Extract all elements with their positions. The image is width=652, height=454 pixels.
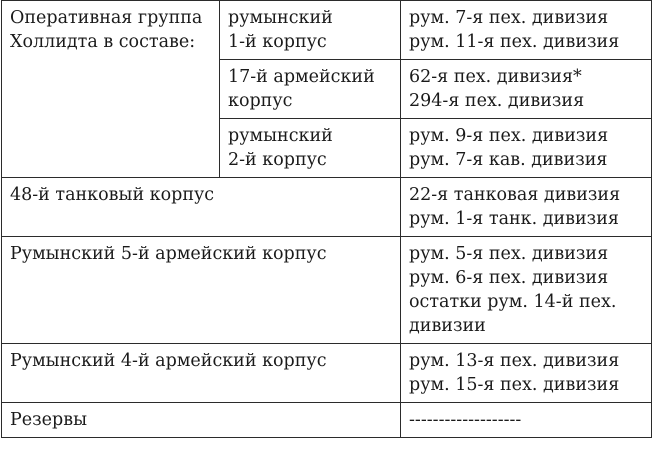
division-entry: рум. 7-я пех. дивизия bbox=[409, 8, 609, 28]
corps-name: корпус bbox=[228, 91, 293, 111]
divisions-cell bbox=[401, 60, 652, 119]
order-of-battle-table bbox=[1, 0, 652, 438]
division-entry: рум. 15-я пех. дивизия bbox=[409, 375, 620, 395]
formation-name: 48-й танковый корпус bbox=[10, 185, 215, 205]
corps-name: 17-й армейский bbox=[228, 67, 375, 87]
corps-name: 1-й корпус bbox=[228, 32, 327, 52]
division-entry: рум. 11-я пех. дивизия bbox=[409, 32, 620, 52]
table-row bbox=[2, 344, 652, 403]
divisions-cell bbox=[401, 344, 652, 403]
corps-cell bbox=[220, 119, 401, 178]
table-row bbox=[2, 178, 652, 237]
formation-cell bbox=[2, 237, 401, 344]
operational-group-label: Оперативная группа bbox=[10, 8, 203, 28]
division-entry: рум. 7-я кав. дивизия bbox=[409, 150, 608, 170]
division-entry: дивизии bbox=[409, 316, 486, 336]
corps-name: румынский bbox=[228, 8, 333, 28]
division-entry: рум. 1-я танк. дивизия bbox=[409, 209, 619, 229]
division-entry: 294-я пех. дивизия bbox=[409, 91, 585, 111]
operational-group-label: Холлидта в составе: bbox=[10, 32, 196, 52]
corps-name: 2-й корпус bbox=[228, 150, 327, 170]
division-entry: ------------------- bbox=[409, 410, 522, 430]
division-entry: рум. 6-я пех. дивизия bbox=[409, 268, 609, 288]
divisions-cell bbox=[401, 237, 652, 344]
division-entry: остатки рум. 14-й пех. bbox=[409, 292, 617, 312]
division-entry: рум. 5-я пех. дивизия bbox=[409, 244, 609, 264]
formation-name: Румынский 4-й армейский корпус bbox=[10, 351, 327, 371]
table-row bbox=[2, 237, 652, 344]
formation-name: Румынский 5-й армейский корпус bbox=[10, 244, 327, 264]
formation-name: Резервы bbox=[10, 410, 88, 430]
division-entry: рум. 13-я пех. дивизия bbox=[409, 351, 620, 371]
divisions-cell bbox=[401, 403, 652, 438]
formation-cell bbox=[2, 403, 401, 438]
divisions-cell bbox=[401, 119, 652, 178]
corps-cell bbox=[220, 60, 401, 119]
corps-name: румынский bbox=[228, 126, 333, 146]
formation-cell bbox=[2, 344, 401, 403]
divisions-cell bbox=[401, 1, 652, 60]
corps-cell bbox=[220, 1, 401, 60]
table-row bbox=[2, 403, 652, 438]
divisions-cell bbox=[401, 178, 652, 237]
division-entry: рум. 9-я пех. дивизия bbox=[409, 126, 609, 146]
operational-group-cell bbox=[2, 1, 220, 178]
division-entry: 62-я пех. дивизия* bbox=[409, 67, 582, 87]
table-row bbox=[2, 1, 652, 60]
formation-cell bbox=[2, 178, 401, 237]
division-entry: 22-я танковая дивизия bbox=[409, 185, 621, 205]
